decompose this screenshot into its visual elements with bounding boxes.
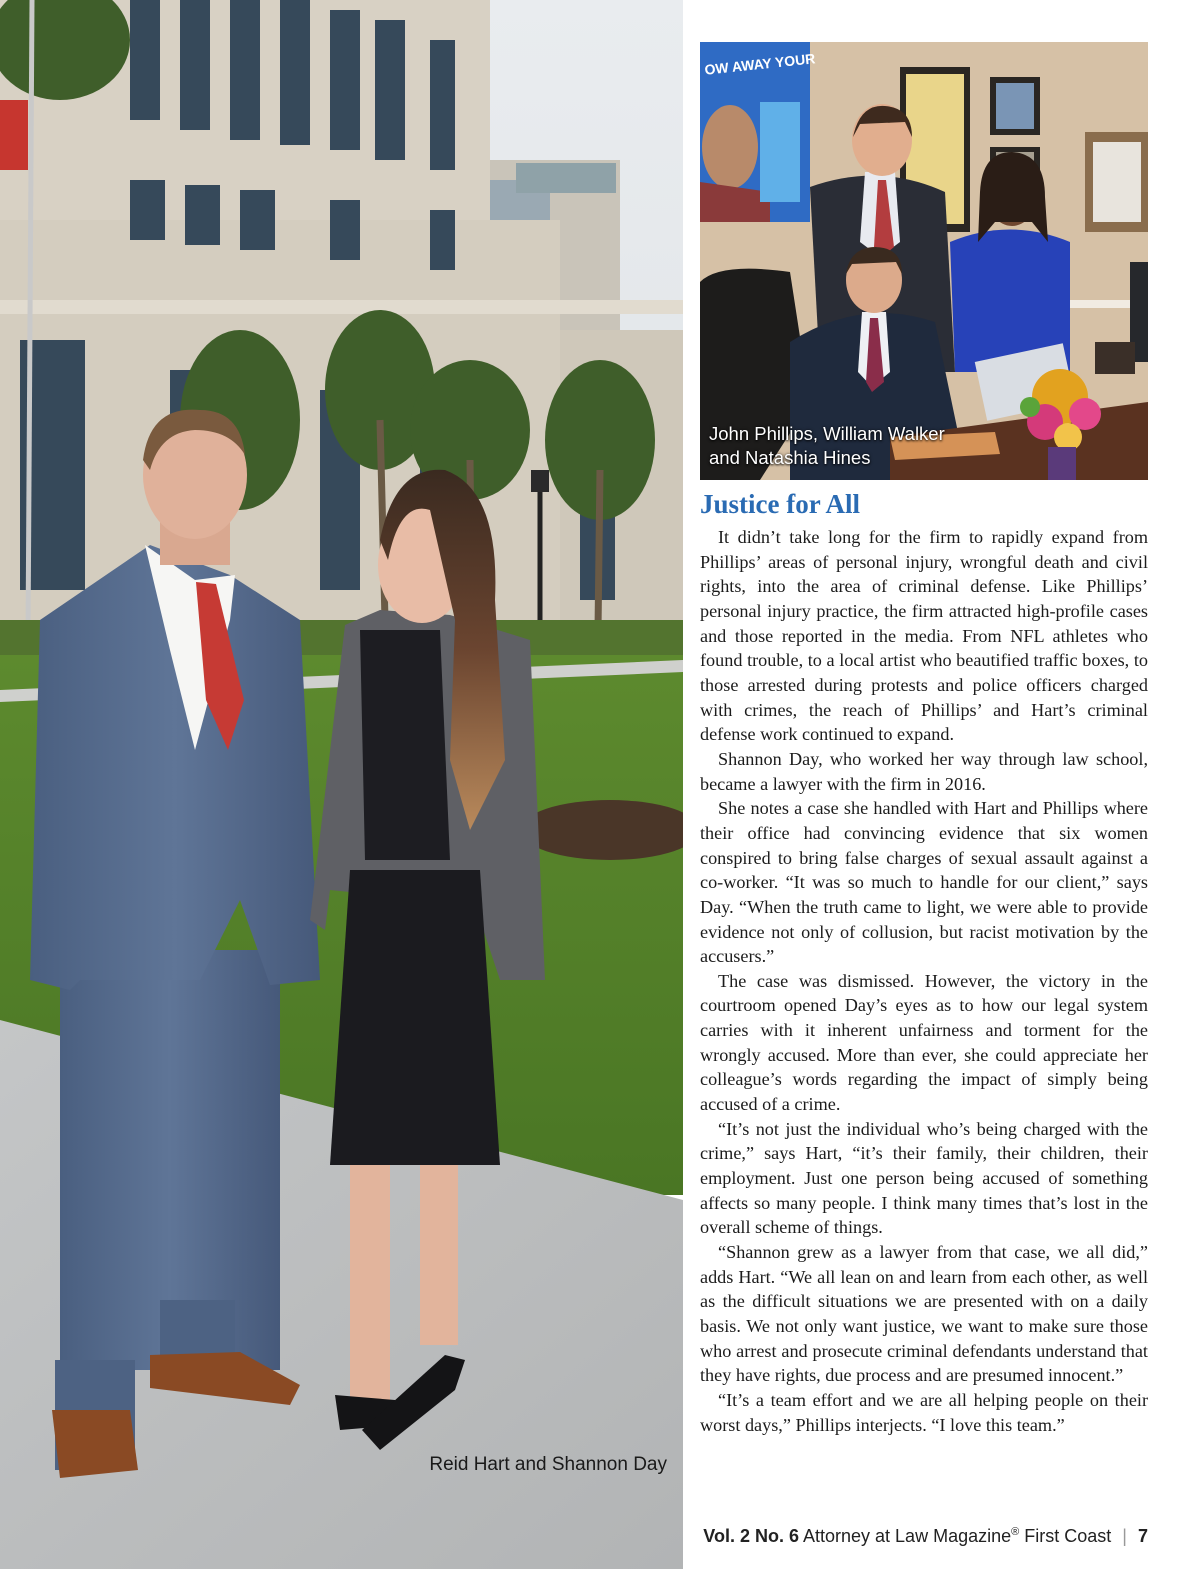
left-photo-caption: Reid Hart and Shannon Day: [429, 1454, 667, 1475]
paragraph-3: She notes a case she handled with Hart and Phillips where their office had convincing evidence that six women conspired to bring false charges of sexual assault against a co-worker. “It was so much to handle for our client,” says Day. “When the truth came to light, we were able to provide evidence not only of collusion, but racist motivation by the accusers.”: [700, 798, 1148, 967]
team-photo-caption: [709, 422, 1029, 470]
paragraph-4: The case was dismissed. However, the victory in the courtroom opened Day’s eyes as to how our legal system carries with it inherent unfairness and torment for the wrongly accused. More than ever, she could appreciate her colleague’s words regarding the impact of simply being accused of a crime.: [700, 970, 1148, 1115]
team-caption-line2: and Natashia Hines: [709, 447, 871, 468]
section-heading: Justice for All: [700, 489, 860, 519]
article-body: [700, 487, 1148, 1437]
footer-volume: Vol. 2 No. 6: [703, 1526, 799, 1546]
team-photo: [700, 42, 1148, 480]
footer-region: First Coast: [1024, 1526, 1112, 1546]
footer-magazine: Attorney at Law Magazine: [803, 1526, 1012, 1546]
team-caption-line1: John Phillips, William Walker: [709, 423, 945, 444]
paragraph-2: Shannon Day, who worked her way through law school, became a lawyer with the firm in 2016.: [700, 748, 1148, 794]
poster-text: OW AWAY YOUR: [703, 50, 817, 78]
page-footer: [703, 1526, 1148, 1547]
team-office-image: [700, 42, 1148, 480]
footer-registered-mark: ®: [1011, 1526, 1020, 1538]
paragraph-1: It didn’t take long for the firm to rapidly expand from Phillips’ areas of personal injury, wrongful death and civil rights, into the area of criminal defense. Like Phillips’ personal injury practice, the firm attracted high-profile cases and those reported in the media. From NFL athletes who found trouble, to a local artist who beautified traffic boxes, to those arrested during protests and police officers charged with crimes, the reach of Phillips’ and Hart’s criminal defense work continued to expand.: [700, 527, 1148, 745]
paragraph-5: “It’s not just the individual who’s being charged with the crime,” says Hart, “it’s their family, their children, their employment. Just one person being accused of something affects so many people. I think many times that’s lost in the overall scheme of things.: [700, 1118, 1148, 1238]
paragraph-7: “It’s a team effort and we are all helping people on their worst days,” Phillips interjects. “I love this team.”: [700, 1389, 1148, 1435]
footer-separator: |: [1122, 1526, 1127, 1546]
paragraph-6: “Shannon grew as a lawyer from that case, we all did,” adds Hart. “We all lean on and learn from each other, as well as the difficult situations we are presented with on a daily basis. We not only want justice, we want to make sure those who arrest and prosecute criminal defendants understand that they have rights, due process and are presumed innocent.”: [700, 1242, 1148, 1386]
page-number: 7: [1137, 1526, 1148, 1546]
